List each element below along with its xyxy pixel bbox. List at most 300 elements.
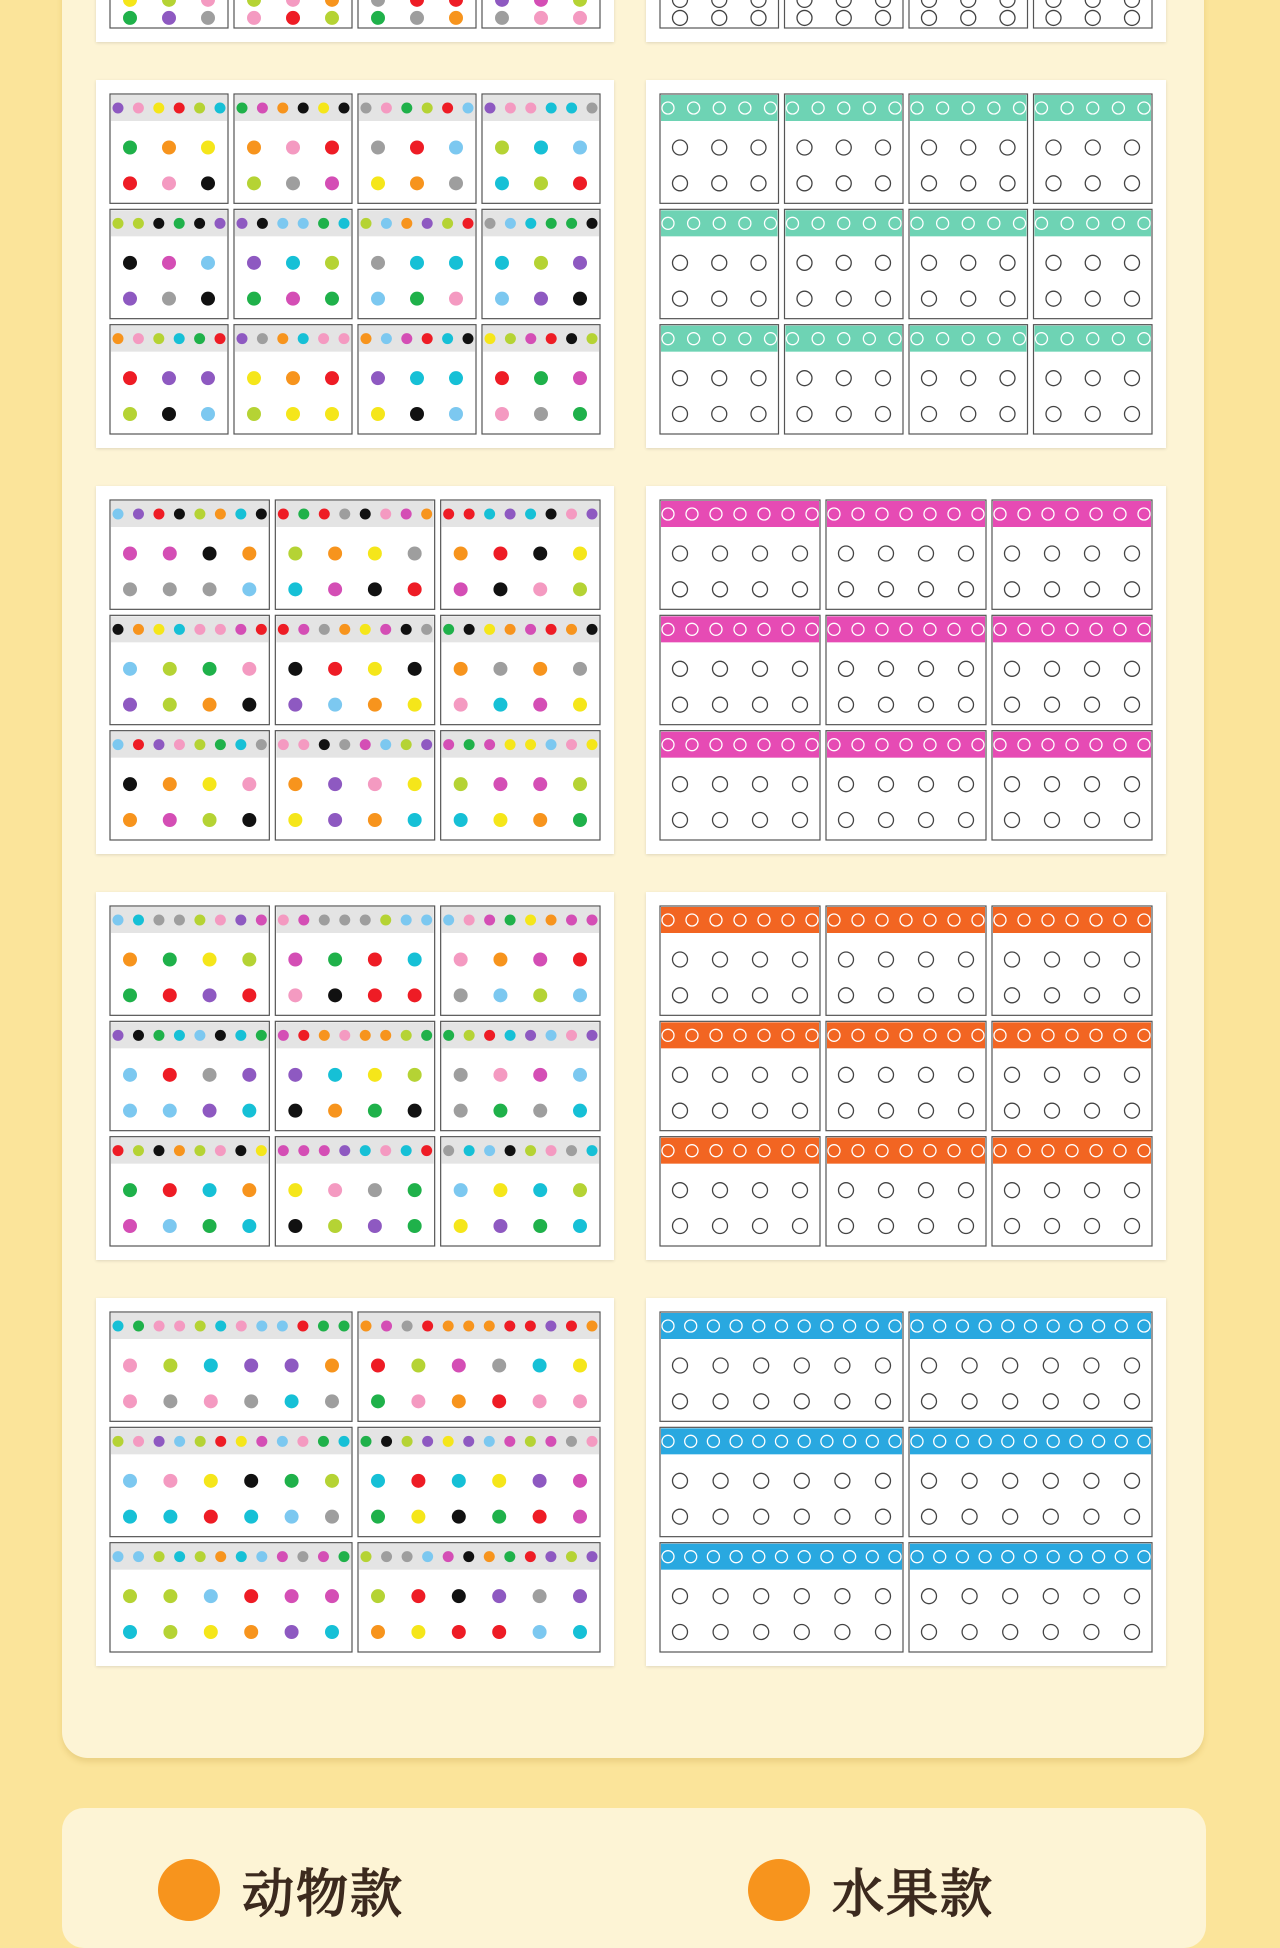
- header-dot: [339, 1436, 350, 1447]
- body-dot: [163, 582, 177, 596]
- header-dot: [319, 1030, 330, 1041]
- mini-card: [992, 1021, 1152, 1130]
- header-dot: [380, 509, 391, 520]
- mini-card: [482, 209, 600, 318]
- body-dot: [242, 662, 256, 676]
- mini-card: [275, 615, 434, 724]
- body-dot: [534, 371, 548, 385]
- header-dot: [525, 1145, 536, 1156]
- header-dot: [587, 103, 598, 114]
- header-dot: [484, 739, 495, 750]
- mini-card: [275, 500, 434, 609]
- body-dot: [573, 407, 587, 421]
- body-dot: [244, 1359, 258, 1373]
- body-dot: [204, 1589, 218, 1603]
- body-dot: [371, 292, 385, 306]
- mini-card: [909, 0, 1028, 28]
- body-dot: [492, 1474, 506, 1488]
- mini-card: [826, 1021, 986, 1130]
- header-dot: [587, 509, 598, 520]
- body-dot: [573, 292, 587, 306]
- body-dot: [534, 256, 548, 270]
- header-dot: [546, 103, 557, 114]
- mini-card: [110, 1312, 352, 1421]
- body-dot: [247, 371, 261, 385]
- body-dot: [328, 1219, 342, 1233]
- header-dot: [215, 915, 226, 926]
- body-dot: [123, 698, 137, 712]
- number-card-teal: [646, 80, 1166, 448]
- body-dot: [123, 777, 137, 791]
- header-dot: [546, 915, 557, 926]
- header-dot: [464, 509, 475, 520]
- mini-card: [358, 0, 476, 28]
- body-dot: [203, 698, 217, 712]
- header-dot: [277, 103, 288, 114]
- body-dot: [495, 176, 509, 190]
- body-dot: [452, 1359, 466, 1373]
- body-dot: [533, 1219, 547, 1233]
- header-dot: [194, 103, 205, 114]
- body-dot: [449, 407, 463, 421]
- body-dot: [371, 1589, 385, 1603]
- header-dot: [277, 1551, 288, 1562]
- body-dot: [454, 547, 468, 561]
- header-dot: [443, 1321, 454, 1332]
- header-dot: [174, 915, 185, 926]
- body-dot: [242, 1183, 256, 1197]
- body-dot: [495, 407, 509, 421]
- header-dot: [113, 1436, 124, 1447]
- body-dot: [203, 1183, 217, 1197]
- mini-card: [1034, 94, 1153, 203]
- body-dot: [533, 1359, 547, 1373]
- header-dot: [215, 1030, 226, 1041]
- body-dot: [163, 1359, 177, 1373]
- body-dot: [325, 1359, 339, 1373]
- body-dot: [328, 953, 342, 967]
- header-dot: [298, 739, 309, 750]
- body-dot: [371, 1394, 385, 1408]
- header-dot: [485, 103, 496, 114]
- header-dot: [464, 739, 475, 750]
- body-dot: [288, 953, 302, 967]
- header-dot: [381, 333, 392, 344]
- header-dot: [113, 509, 124, 520]
- body-dot: [573, 1219, 587, 1233]
- body-dot: [242, 1068, 256, 1082]
- mini-card: [441, 1137, 600, 1246]
- header-dot: [298, 915, 309, 926]
- header-dot: [381, 1436, 392, 1447]
- body-dot: [247, 407, 261, 421]
- mini-card: [358, 1427, 600, 1536]
- mini-card: [275, 906, 434, 1015]
- body-dot: [533, 1068, 547, 1082]
- mini-card: [482, 94, 600, 203]
- header-dot: [339, 624, 350, 635]
- mini-card: [660, 94, 779, 203]
- mini-card: [992, 500, 1152, 609]
- header-dot: [484, 1145, 495, 1156]
- color-dot-card-row4: [96, 1298, 614, 1666]
- body-dot: [454, 1219, 468, 1233]
- body-dot: [204, 1625, 218, 1639]
- header-dot: [566, 915, 577, 926]
- header-dot: [361, 1551, 372, 1562]
- mini-card: [110, 1021, 269, 1130]
- mini-card: [660, 325, 779, 434]
- body-dot: [123, 1068, 137, 1082]
- mini-card: [660, 209, 779, 318]
- header-dot: [174, 1145, 185, 1156]
- header-dot: [484, 1321, 495, 1332]
- body-dot: [201, 407, 215, 421]
- body-dot: [452, 1625, 466, 1639]
- mini-card: [275, 1021, 434, 1130]
- mini-card: [660, 1021, 820, 1130]
- body-dot: [368, 698, 382, 712]
- header-dot: [339, 333, 350, 344]
- body-dot: [247, 176, 261, 190]
- header-dot: [133, 1145, 144, 1156]
- header-dot: [153, 333, 164, 344]
- body-dot: [371, 371, 385, 385]
- mini-card: [275, 731, 434, 840]
- mini-card: [826, 906, 986, 1015]
- body-dot: [201, 371, 215, 385]
- header-dot: [587, 218, 598, 229]
- header-dot: [278, 1145, 289, 1156]
- mini-card: [826, 500, 986, 609]
- header-dot: [421, 915, 432, 926]
- body-dot: [408, 1104, 422, 1118]
- header-dot: [153, 509, 164, 520]
- body-dot: [288, 1183, 302, 1197]
- mini-card: [785, 325, 904, 434]
- body-dot: [163, 1589, 177, 1603]
- header-dot: [463, 1551, 474, 1562]
- body-dot: [408, 988, 422, 1002]
- mini-card: [234, 0, 352, 28]
- header-dot: [215, 1436, 226, 1447]
- body-dot: [162, 141, 176, 155]
- body-dot: [204, 1394, 218, 1408]
- body-dot: [163, 1394, 177, 1408]
- body-dot: [325, 1394, 339, 1408]
- body-dot: [203, 662, 217, 676]
- header-dot: [194, 1145, 205, 1156]
- body-dot: [201, 292, 215, 306]
- header-dot: [463, 1436, 474, 1447]
- header-dot: [545, 1321, 556, 1332]
- mini-card: [660, 906, 820, 1015]
- body-dot: [411, 1510, 425, 1524]
- mini-card: [358, 94, 476, 203]
- header-dot: [401, 1030, 412, 1041]
- mini-card: [660, 1137, 820, 1246]
- header-dot: [484, 509, 495, 520]
- body-dot: [325, 141, 339, 155]
- mini-card: [785, 209, 904, 318]
- mini-card: [110, 500, 269, 609]
- mini-card: [992, 615, 1152, 724]
- category-bar: [62, 1808, 1206, 1948]
- header-dot: [174, 333, 185, 344]
- header-dot: [566, 1436, 577, 1447]
- body-dot: [242, 1104, 256, 1118]
- body-dot: [533, 1394, 547, 1408]
- body-dot: [495, 141, 509, 155]
- header-dot: [319, 1145, 330, 1156]
- header-dot: [546, 218, 557, 229]
- body-dot: [286, 256, 300, 270]
- header-dot: [319, 915, 330, 926]
- header-dot: [113, 1145, 124, 1156]
- body-dot: [454, 582, 468, 596]
- body-dot: [163, 1474, 177, 1488]
- header-dot: [298, 218, 309, 229]
- mini-card: [909, 94, 1028, 203]
- header-dot: [318, 103, 329, 114]
- mini-card: [234, 94, 352, 203]
- header-dot: [237, 333, 248, 344]
- header-dot: [113, 1551, 124, 1562]
- body-dot: [573, 1589, 587, 1603]
- header-dot: [525, 915, 536, 926]
- body-dot: [162, 256, 176, 270]
- header-dot: [194, 739, 205, 750]
- header-dot: [256, 1551, 267, 1562]
- body-dot: [123, 988, 137, 1002]
- body-dot: [123, 1394, 137, 1408]
- header-dot: [256, 624, 267, 635]
- header-dot: [546, 624, 557, 635]
- header-dot: [505, 103, 516, 114]
- body-dot: [449, 292, 463, 306]
- header-dot: [133, 624, 144, 635]
- body-dot: [328, 777, 342, 791]
- header-dot: [401, 624, 412, 635]
- body-dot: [203, 777, 217, 791]
- header-dot: [153, 103, 164, 114]
- body-dot: [325, 1625, 339, 1639]
- header-dot: [174, 739, 185, 750]
- header-dot: [442, 333, 453, 344]
- body-dot: [285, 1394, 299, 1408]
- header-dot: [256, 1436, 267, 1447]
- body-dot: [573, 662, 587, 676]
- body-dot: [123, 582, 137, 596]
- body-dot: [328, 813, 342, 827]
- header-dot: [443, 1436, 454, 1447]
- body-dot: [123, 1359, 137, 1373]
- body-dot: [123, 662, 137, 676]
- header-dot: [587, 739, 598, 750]
- header-dot: [113, 1030, 124, 1041]
- body-dot: [408, 813, 422, 827]
- header-dot: [318, 218, 329, 229]
- header-dot: [464, 1030, 475, 1041]
- body-dot: [123, 1219, 137, 1233]
- header-dot: [546, 739, 557, 750]
- body-dot: [454, 1068, 468, 1082]
- header-dot: [505, 218, 516, 229]
- header-dot: [256, 1145, 267, 1156]
- header-dot: [484, 624, 495, 635]
- header-dot: [484, 915, 495, 926]
- header-dot: [442, 103, 453, 114]
- header-dot: [402, 1551, 413, 1562]
- header-dot: [319, 509, 330, 520]
- mini-card: [660, 1543, 903, 1652]
- mini-card: [660, 1312, 903, 1421]
- body-dot: [454, 813, 468, 827]
- body-dot: [368, 813, 382, 827]
- body-dot: [123, 176, 137, 190]
- header-dot: [319, 739, 330, 750]
- body-dot: [325, 176, 339, 190]
- body-dot: [328, 1104, 342, 1118]
- header-dot: [298, 624, 309, 635]
- body-dot: [328, 988, 342, 1002]
- body-dot: [411, 1625, 425, 1639]
- mini-card: [785, 94, 904, 203]
- header-dot: [505, 739, 516, 750]
- body-dot: [325, 292, 339, 306]
- body-dot: [454, 662, 468, 676]
- body-dot: [411, 1589, 425, 1603]
- header-dot: [133, 739, 144, 750]
- header-dot: [485, 218, 496, 229]
- body-dot: [368, 1219, 382, 1233]
- mini-card: [992, 731, 1152, 840]
- body-dot: [452, 1589, 466, 1603]
- body-dot: [371, 141, 385, 155]
- body-dot: [492, 1394, 506, 1408]
- header-dot: [443, 739, 454, 750]
- body-dot: [368, 1183, 382, 1197]
- body-dot: [325, 11, 339, 25]
- body-dot: [203, 1068, 217, 1082]
- body-dot: [573, 1183, 587, 1197]
- mini-card: [110, 1137, 269, 1246]
- body-dot: [495, 256, 509, 270]
- body-dot: [285, 1510, 299, 1524]
- header-dot: [525, 333, 536, 344]
- mini-card: [826, 1137, 986, 1246]
- header-dot: [133, 509, 144, 520]
- body-dot: [242, 777, 256, 791]
- header-dot: [298, 103, 309, 114]
- body-dot: [328, 1183, 342, 1197]
- body-dot: [123, 141, 137, 155]
- header-dot: [401, 333, 412, 344]
- header-dot: [422, 218, 433, 229]
- header-dot: [194, 333, 205, 344]
- mini-card: [358, 209, 476, 318]
- body-dot: [286, 292, 300, 306]
- header-dot: [339, 1321, 350, 1332]
- body-dot: [286, 11, 300, 25]
- header-dot: [215, 1321, 226, 1332]
- header-dot: [339, 103, 350, 114]
- header-dot: [360, 624, 371, 635]
- header-dot: [278, 1030, 289, 1041]
- header-dot: [401, 103, 412, 114]
- body-dot: [573, 1359, 587, 1373]
- body-dot: [325, 1510, 339, 1524]
- header-dot: [113, 739, 124, 750]
- body-dot: [288, 777, 302, 791]
- mini-card: [826, 731, 986, 840]
- body-dot: [204, 1359, 218, 1373]
- header-dot: [421, 739, 432, 750]
- header-dot: [525, 1551, 536, 1562]
- body-dot: [493, 813, 507, 827]
- header-dot: [277, 333, 288, 344]
- header-dot: [113, 333, 124, 344]
- body-dot: [325, 407, 339, 421]
- body-dot: [163, 1068, 177, 1082]
- header-dot: [361, 333, 372, 344]
- mini-card: [909, 1312, 1152, 1421]
- category-fruit[interactable]: [748, 1852, 994, 1927]
- body-dot: [408, 662, 422, 676]
- body-dot: [325, 1474, 339, 1488]
- header-dot: [442, 218, 453, 229]
- body-dot: [410, 292, 424, 306]
- body-dot: [123, 953, 137, 967]
- category-animal[interactable]: [158, 1852, 404, 1927]
- body-dot: [286, 371, 300, 385]
- body-dot: [162, 371, 176, 385]
- header-dot: [256, 1030, 267, 1041]
- body-dot: [201, 11, 215, 25]
- body-dot: [493, 777, 507, 791]
- body-dot: [573, 1510, 587, 1524]
- body-dot: [495, 11, 509, 25]
- header-dot: [133, 1321, 144, 1332]
- header-dot: [133, 218, 144, 229]
- header-dot: [421, 509, 432, 520]
- header-dot: [235, 1145, 246, 1156]
- mini-card: [785, 0, 904, 28]
- mini-card: [660, 731, 820, 840]
- header-dot: [525, 1030, 536, 1041]
- body-dot: [411, 1474, 425, 1488]
- body-dot: [371, 1625, 385, 1639]
- header-dot: [153, 218, 164, 229]
- header-dot: [277, 1321, 288, 1332]
- body-dot: [573, 141, 587, 155]
- body-dot: [493, 988, 507, 1002]
- body-dot: [163, 662, 177, 676]
- body-dot: [371, 11, 385, 25]
- mini-card: [660, 0, 779, 28]
- mini-card: [660, 1427, 903, 1536]
- header-dot: [525, 1321, 536, 1332]
- body-dot: [533, 1510, 547, 1524]
- body-dot: [449, 176, 463, 190]
- body-dot: [371, 1474, 385, 1488]
- header-dot: [525, 739, 536, 750]
- mini-card: [110, 94, 228, 203]
- header-dot: [464, 915, 475, 926]
- header-dot: [566, 218, 577, 229]
- body-dot: [534, 141, 548, 155]
- body-dot: [408, 547, 422, 561]
